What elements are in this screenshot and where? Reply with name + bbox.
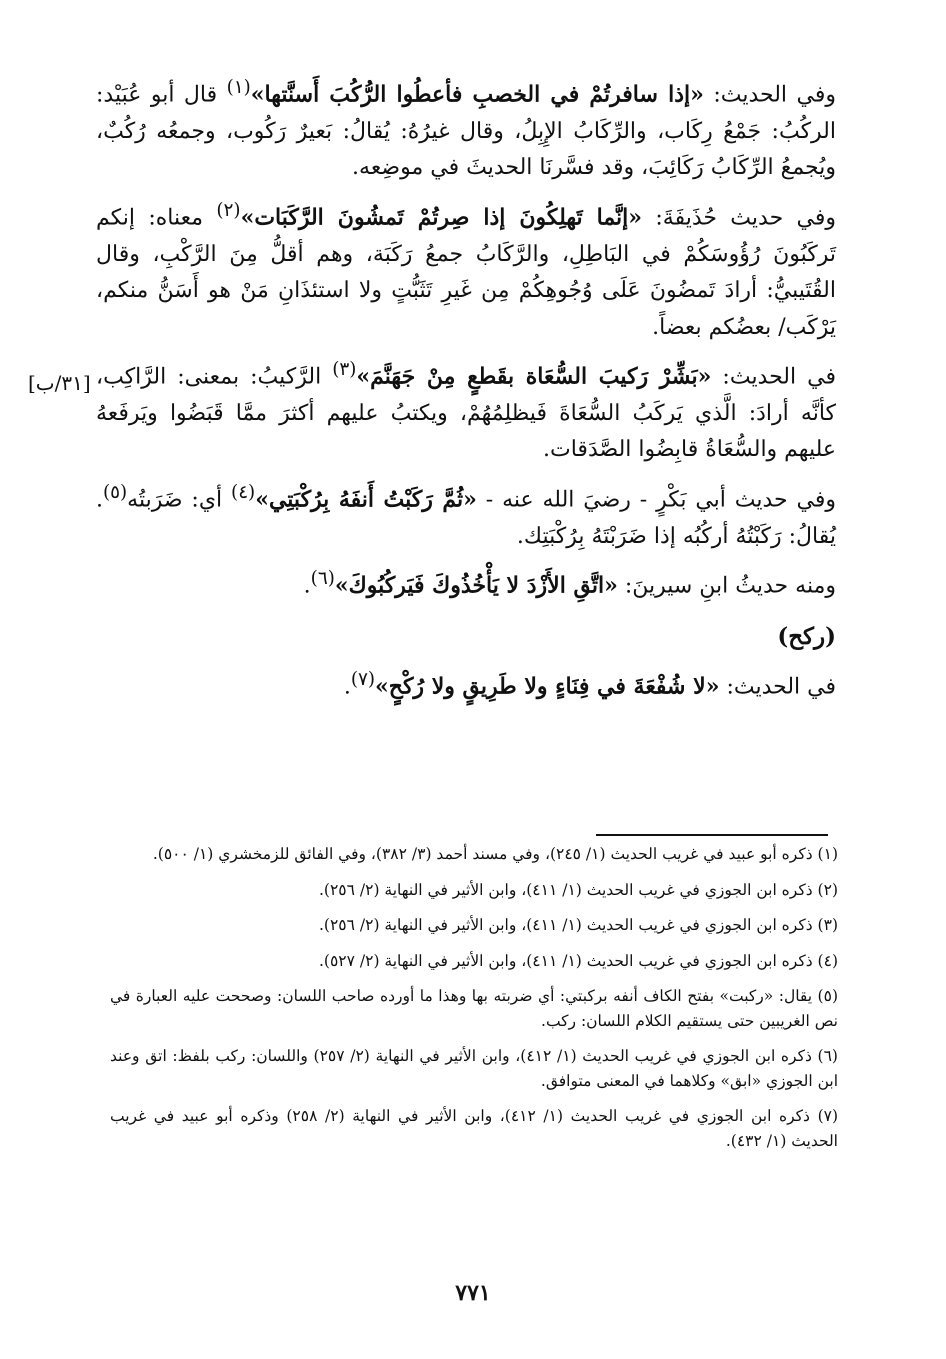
lead-text: ومنه حديثُ ابنِ سيرينَ: <box>617 573 836 599</box>
footnote-ref: (٥) <box>103 481 128 503</box>
page-number: ٧٧١ <box>455 1280 491 1306</box>
footnote-7: (٧) ذكره ابن الجوزي في غريب الحديث (١/ ٤١٢)، وابن الأثير في النهاية (٢/ ٢٥٨) وذكره أبو عبيد في غريب الحديث (١/ ٤٣٢). <box>110 1107 839 1150</box>
hadith-quote: «لا شُفْعَةَ في فِنَاءٍ ولا طَرِيقٍ ولا رُكْحٍ» <box>375 672 720 699</box>
footnote-4: (٤) ذكره ابن الجوزي في غريب الحديث (١/ ٤١١)، وابن الأثير في النهاية (٢/ ٥٢٧). <box>318 951 838 970</box>
hadith-quote: «بَشِّرْ رَكيبَ السُّعَاة بقَطعٍ مِنْ جَهَنَّمَ» <box>356 363 712 390</box>
lead-text: وفي الحديث: <box>703 82 836 108</box>
footnote-1: (١) ذكره أبو عبيد في غريب الحديث (١/ ٢٤٥)، وفي مسند أحمد (٣/ ٣٨٢)، وفي الفائق للزمخشري (١/ ٥٠٠). <box>152 845 838 863</box>
paragraph-6 <box>96 662 836 706</box>
footnote-ref: (٣) <box>332 359 357 381</box>
commentary-text: . <box>343 673 351 699</box>
lead-text: في الحديث: <box>711 364 836 390</box>
hadith-quote: «إنَّما تَهلِكُونَ إذا صِرتُمْ تَمشُونَ الرَّكَبَات» <box>240 204 643 231</box>
paragraph-2 <box>96 193 836 346</box>
commentary-text: . يُقالُ: رَكَبْتُهُ أركُبُه إذا ضَرَبْتَهُ بِرُكْبَتِك. <box>96 487 836 549</box>
lead-text: في الحديث: <box>719 673 836 699</box>
footnotes <box>110 842 838 1164</box>
lead-text: وفي حديث أبي بَكْرٍ - رضيَ الله عنه - <box>476 487 837 513</box>
footnote-2: (٢) ذكره ابن الجوزي في غريب الحديث (١/ ٤١١)، وابن الأثير في النهاية (٢/ ٢٥٦). <box>318 880 838 899</box>
footnote-ref: (١) <box>226 77 251 98</box>
footnote-separator <box>596 834 828 836</box>
commentary-text: . <box>303 573 311 599</box>
footnote-6: (٦) ذكره ابن الجوزي في غريب الحديث (١/ ٤١٢)، وابن الأثير في النهاية (٢/ ٢٥٧) واللسان: ركب بلفظ: اتق وعند ابن الجوزي «ابق» وكلاهما في المعنى متوافق. <box>110 1047 838 1090</box>
paragraph-3 <box>96 352 836 469</box>
commentary-text: الرَّكيبُ: بمعنى: الرَّاكِب، كأنَّه أرادَ: الَّذي يَركَبُ السُّعَاةَ فَيظلِمُهُمْ، ويكتبُ عليهم أكثرَ ممَّا قَبَضُوا ويَرفَعهُ عليهم والسُّعَاةُ قابِضُوا الصَّدَقات. <box>96 364 836 463</box>
footnote-5: (٥) يقال: «ركبت» بفتح الكاف أنفه بركبتي: أي ضربته بها وهذا ما أورده صاحب اللسان: وصححت عليه العبارة في نص الغريبين حتى يستقيم الكلام اللسان: ركب. <box>110 987 838 1030</box>
footnote-ref: (٦) <box>310 568 335 590</box>
commentary-text: قال أبو عُبَيْد: الركُبُ: جَمْعُ رِكَاب، والرِّكَابُ الإِبِلُ، وقال غيرُهُ: يُقالُ: بَعيرٌ رَكُوب، وجمعُه رُكُبٌ، ويُجمعُ الرِّكَابُ رَكَائِبَ، وقد فسَّرنَا الحديثَ في موضِعه. <box>96 82 836 181</box>
hadith-quote: «إذا سافرتُمْ في الخصبِ فأعطُوا الرُّكُبَ أَسنَّتها» <box>250 81 704 108</box>
footnote-3: (٣) ذكره ابن الجوزي في غريب الحديث (١/ ٤١١)، وابن الأثير في النهاية (٢/ ٢٥٦). <box>318 916 838 934</box>
main-text <box>96 70 836 705</box>
paragraph-1 <box>96 70 836 187</box>
hadith-quote: «اتَّقِ الأَزْدَ لا يَأْخُذُوكَ فَيَركُبُوكَ» <box>334 572 618 599</box>
commentary-text: أي: ضَرَبتُه <box>127 487 232 513</box>
entry-heading: (ركح) <box>777 623 836 651</box>
footnote-ref: (٧) <box>350 668 375 690</box>
hadith-quote: «ثُمَّ رَكَبْتُ أَنفَهُ بِرُكْبَتِي» <box>255 486 477 513</box>
footnote-ref: (٤) <box>231 481 256 503</box>
paragraph-5 <box>96 561 836 605</box>
paragraph-4 <box>96 475 836 555</box>
footnote-ref: (٢) <box>216 199 241 221</box>
commentary-text: معناه: إنكم تَركَبُونَ رُؤُوسَكُمْ في البَاطِلِ، والرَّكَابُ جمعُ رَكَبَة، وهم أقلُّ مِنَ الرَّكْبِ، وقال القُتَيبيُّ: أرادَ تَمضُونَ عَلَى وُجُوهِكُمْ مِن غَيرِ تَثَبُّتٍ ولا استئذَانِ مَنْ هو أَسَنُّ منكم، يَرْكَب/ بعضُكم بعضاً. <box>96 205 836 340</box>
manuscript-folio-marker: [٣١/ب] <box>28 371 91 395</box>
lead-text: وفي حديث حُذَيفَةَ: <box>642 205 836 231</box>
